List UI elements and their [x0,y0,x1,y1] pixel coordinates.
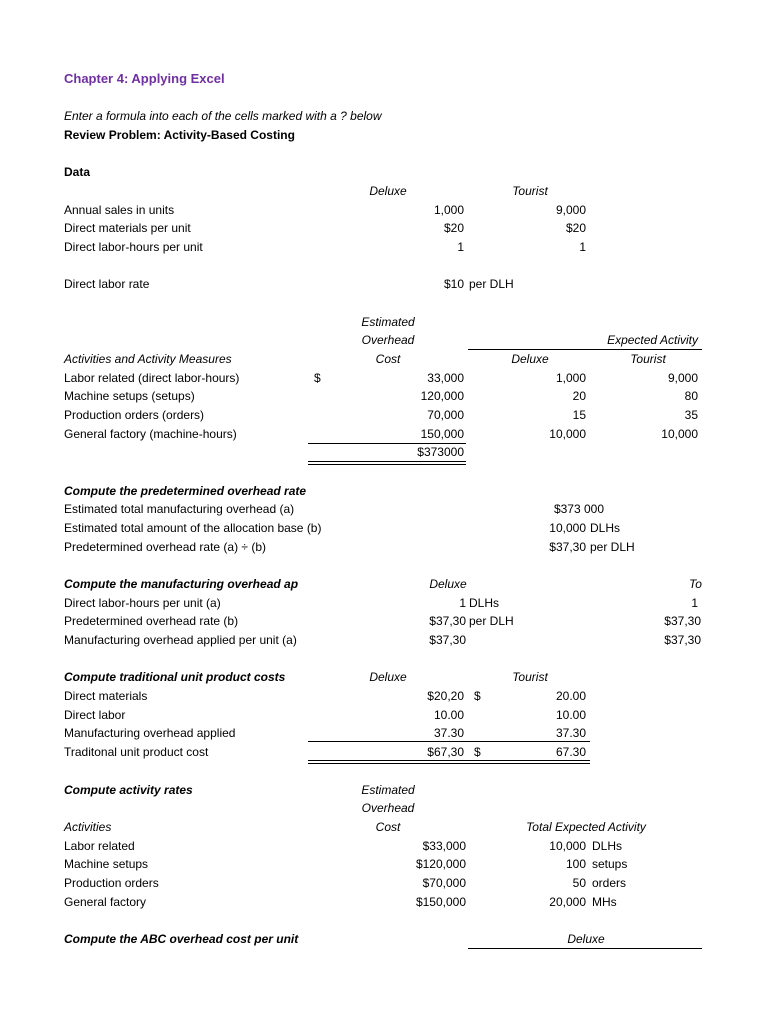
rates-label: Production orders [64,876,159,890]
act-col-tourist: Tourist [630,352,666,366]
trad-label: Direct labor [64,708,126,722]
est-cost-header: Estimated [361,315,415,329]
act-col-deluxe: Deluxe [511,352,549,366]
data-row-tourist: 1 [579,240,586,254]
activity-tourist: 9,000 [667,371,698,385]
predetermined-unit: per DLH [590,540,635,554]
rates-cost: $70,000 [422,876,466,890]
rates-activity: 20,000 [549,895,586,909]
trad-deluxe: $20,20 [427,689,464,703]
activity-cost: 70,000 [427,408,464,422]
rates-activity: 50 [572,876,586,890]
activity-label: Labor related (direct labor-hours) [64,371,240,385]
rates-label: General factory [64,895,147,909]
activity-label: General factory (machine-hours) [64,427,237,441]
total-double-rule [308,461,466,462]
trad-tourist: 20.00 [555,689,586,703]
currency-symbol: $ [314,371,321,385]
data-row-deluxe: $20 [443,221,464,235]
labor-rate-label: Direct labor rate [64,277,150,291]
trad-deluxe: $67,30 [427,745,464,759]
predetermined-label: Predetermined overhead rate (a) ÷ (b) [64,540,267,554]
data-col-tourist: Tourist [512,184,548,198]
abc-heading: Compute the ABC overhead cost per unit [64,932,299,946]
trad-label: Traditonal unit product cost [64,745,209,759]
activity-rates-heading: Compute activity rates [64,783,193,797]
data-row-label: Direct labor-hours per unit [64,240,203,254]
oh-tourist: $37,30 [664,633,701,647]
activity-tourist: 10,000 [661,427,698,441]
expected-activity-underline [468,349,702,350]
expected-activity-header: Expected Activity [607,333,698,347]
oh-tourist: 1 [691,596,698,610]
oh-label: Manufacturing overhead applied per unit (a) [64,633,297,647]
rates-activity: 10,000 [549,839,586,853]
oh-deluxe: $37,30 [429,633,466,647]
total-double-rule [308,464,466,465]
activity-cost: 33,000 [427,371,464,385]
oh-deluxe-unit: DLHs [469,596,500,610]
labor-rate-value: $10 [443,277,464,291]
rates-est-header: Cost [375,820,401,834]
data-row-tourist: $20 [565,221,586,235]
trad-col-tourist: Tourist [512,670,548,684]
problem-title: Review Problem: Activity-Based Costing [64,128,295,142]
est-cost-header: Cost [375,352,401,366]
instruction-text: Enter a formula into each of the cells marked with a ? below [64,109,382,123]
data-row-deluxe: 1 [457,240,464,254]
predetermined-value: $373 000 [553,502,604,516]
trad-dollar: $ [474,689,481,703]
rates-unit: orders [592,876,627,890]
rates-label: Labor related [64,839,135,853]
traditional-heading: Compute traditional unit product costs [64,670,286,684]
trad-label: Direct materials [64,689,148,703]
trad-total-top-rule [308,741,590,742]
rates-cost: $120,000 [415,857,466,871]
activity-deluxe: 20 [572,389,586,403]
oh-label: Direct labor-hours per unit (a) [64,596,221,610]
data-row-tourist: 9,000 [555,203,586,217]
labor-rate-unit: per DLH [469,277,514,291]
predetermined-value: 10,000 [549,521,586,535]
oh-deluxe-unit: per DLH [469,614,514,628]
trad-label: Manufacturing overhead applied [64,726,236,740]
rates-label: Machine setups [64,857,149,871]
total-top-rule [308,443,466,444]
oh-tourist: $37,30 [664,614,701,628]
oh-col-tourist: To [689,577,702,591]
activity-label: Production orders (orders) [64,408,205,422]
activity-deluxe: 1,000 [555,371,586,385]
predetermined-value: $37,30 [549,540,586,554]
activity-label: Machine setups (setups) [64,389,195,403]
rates-est-header: Overhead [361,801,415,815]
data-row-deluxe: 1,000 [433,203,464,217]
oh-deluxe: $37,30 [429,614,466,628]
trad-double-rule [308,763,590,764]
overhead-applied-heading: Compute the manufacturing overhead ap [64,577,299,591]
activity-deluxe: 10,000 [549,427,586,441]
rates-unit: MHs [592,895,617,909]
trad-tourist: 67.30 [555,745,586,759]
abc-header-rule [468,948,702,949]
data-col-deluxe: Deluxe [369,184,407,198]
predetermined-heading: Compute the predetermined overhead rate [64,484,307,498]
predetermined-label: Estimated total amount of the allocation base (b) [64,521,322,535]
rates-cost: $150,000 [415,895,466,909]
activity-deluxe: 15 [572,408,586,422]
est-cost-header: Overhead [361,333,415,347]
rates-unit: DLHs [592,839,623,853]
activity-tourist: 80 [684,389,698,403]
predetermined-unit: DLHs [590,521,621,535]
activity-cost: 150,000 [420,427,464,441]
activity-tourist: 35 [684,408,698,422]
trad-tourist: 37.30 [555,726,586,740]
oh-label: Predetermined overhead rate (b) [64,614,239,628]
predetermined-label: Estimated total manufacturing overhead (a) [64,502,295,516]
data-row-label: Annual sales in units [64,203,175,217]
rates-cost: $33,000 [422,839,466,853]
activity-cost-total: $373000 [417,445,464,459]
trad-double-rule [308,760,590,761]
oh-deluxe: 1 [459,596,466,610]
data-row-label: Direct materials per unit [64,221,191,235]
data-heading: Data [64,165,91,179]
chapter-title: Chapter 4: Applying Excel [64,71,225,86]
activity-measures-header: Activities and Activity Measures [64,352,232,366]
activity-cost: 120,000 [420,389,464,403]
rates-est-header: Estimated [361,783,415,797]
rates-unit: setups [592,857,628,871]
rates-activity: 100 [565,857,586,871]
trad-col-deluxe: Deluxe [369,670,407,684]
abc-col-deluxe: Deluxe [567,932,605,946]
rates-activities-header: Activities [64,820,112,834]
total-expected-header: Total Expected Activity [526,820,646,834]
trad-dollar: $ [474,745,481,759]
trad-deluxe: 10.00 [433,708,464,722]
trad-tourist: 10.00 [555,708,586,722]
oh-col-deluxe: Deluxe [429,577,467,591]
trad-deluxe: 37.30 [433,726,464,740]
